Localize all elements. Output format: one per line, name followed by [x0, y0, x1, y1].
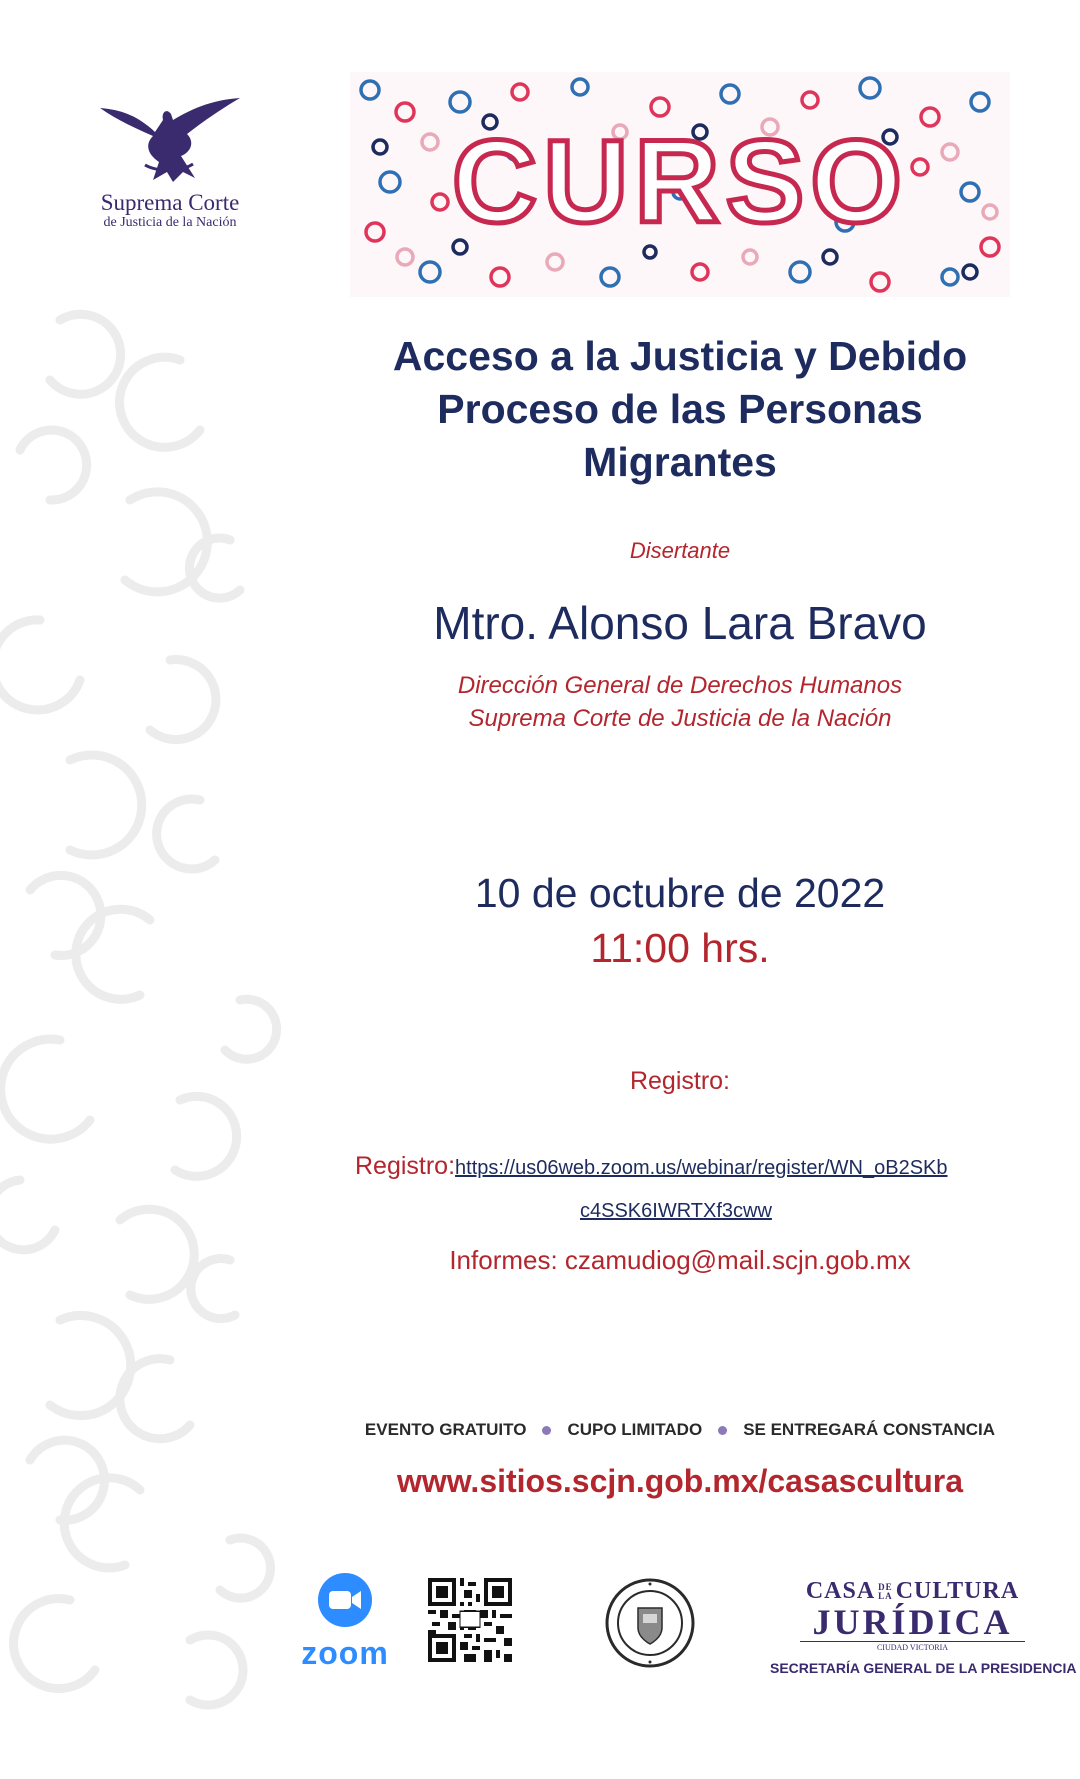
casa-city: CIUDAD VICTORIA — [800, 1641, 1025, 1652]
speaker-name: Mtro. Alonso Lara Bravo — [433, 597, 927, 649]
course-title — [330, 330, 1030, 489]
casa-cultura-juridica-logo — [770, 1578, 1077, 1676]
eagle-emblem-icon — [95, 90, 245, 185]
casa-line1 — [770, 1578, 1055, 1605]
secretaria-general: SECRETARÍA GENERAL DE LA PRESIDENCIA — [770, 1660, 1077, 1676]
event-time: 11:00 hrs. — [590, 925, 770, 971]
bullet-dot-icon — [718, 1426, 727, 1435]
zoom-wordmark: zoom — [301, 1635, 389, 1671]
speaker-label: Disertante — [629, 538, 731, 563]
feature-limited: CUPO LIMITADO — [567, 1420, 703, 1439]
course-title-line3: Migrantes — [583, 439, 777, 485]
registration-line — [355, 1152, 948, 1181]
registration-link[interactable]: https://us06web.zoom.us/webinar/register/WN_oB2SKb — [455, 1157, 948, 1179]
logo-line2: de Justicia de la Nación — [103, 215, 237, 231]
casa-de-la — [878, 1583, 893, 1601]
speaker-affiliation-line2: Suprema Corte de Justicia de la Nación — [468, 705, 892, 732]
registration-link-continuation[interactable]: c4SSK6IWRTXf3cww — [580, 1200, 772, 1222]
judicial-seal-icon — [605, 1578, 695, 1668]
curso-banner — [350, 72, 1010, 297]
qr-code[interactable] — [428, 1578, 512, 1662]
curso-word: CURSO — [451, 116, 909, 248]
zoom-logo — [290, 1572, 400, 1672]
website-url[interactable]: www.sitios.scjn.gob.mx/casascultura — [396, 1463, 964, 1499]
casa-la: LA — [878, 1591, 893, 1602]
contact-info: Informes: czamudiog@mail.scjn.gob.mx — [449, 1245, 911, 1275]
juridica-word: JURÍDICA — [812, 1602, 1013, 1642]
logo-line1: Suprema Corte — [100, 190, 240, 215]
cultura-word: CULTURA — [895, 1578, 1020, 1604]
zoom-camera-icon — [317, 1572, 373, 1628]
feature-free: EVENTO GRATUITO — [364, 1420, 527, 1439]
event-date: 10 de octubre de 2022 — [474, 870, 886, 916]
casa-word: CASA — [805, 1578, 876, 1604]
bullet-dot-icon — [542, 1426, 551, 1435]
feature-certificate: SE ENTREGARÁ CONSTANCIA — [743, 1420, 996, 1439]
casa-de: DE — [878, 1582, 893, 1593]
speaker-affiliation-line1: Dirección General de Derechos Humanos — [457, 672, 903, 699]
registration-prefix: Registro: — [355, 1152, 456, 1180]
scjn-logo — [80, 90, 260, 250]
course-title-line1: Acceso a la Justicia y Debido — [392, 333, 968, 379]
registration-heading: Registro: — [629, 1067, 731, 1095]
event-features — [340, 1420, 1020, 1440]
decorative-swirl-pattern — [0, 300, 290, 1720]
course-title-line2: Proceso de las Personas — [437, 386, 923, 432]
